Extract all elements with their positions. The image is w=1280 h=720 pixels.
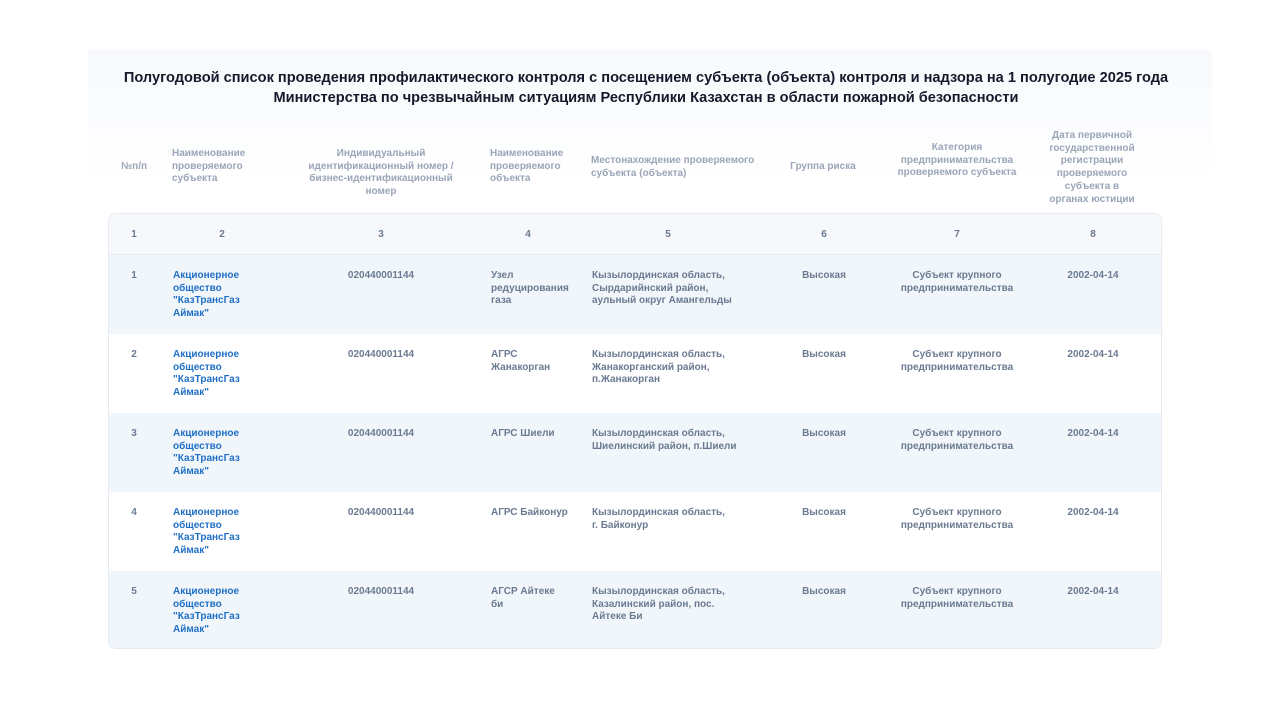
subject-name-link[interactable]: Акционерное общество "КазТрансГаз Аймак" (173, 586, 240, 636)
location-value: Кызылординская область, Жанакорганский район, п.Жанакорган (592, 349, 725, 386)
bin-value: 020440001144 (347, 428, 415, 439)
object-name: АГСР Айтеке би (491, 586, 555, 610)
subject-name-link[interactable]: Акционерное общество "КазТрансГаз Аймак" (173, 349, 240, 399)
risk-group-value: Высокая (802, 507, 846, 518)
risk-group-value: Высокая (802, 349, 846, 360)
registration-date-value: 2002-04-14 (1067, 270, 1119, 281)
business-category-value: Субъект крупного предпринимательства (900, 586, 1014, 610)
bin-value: 020440001144 (347, 586, 415, 597)
table-row (109, 334, 1161, 414)
bin-value: 020440001144 (347, 349, 415, 360)
location-value: Кызылординская область, Сырдарийнский район, аульный округ Амангельды (592, 270, 732, 307)
column-header-number: №п/п (121, 161, 148, 172)
page-title (88, 68, 1204, 108)
table-row (109, 492, 1161, 572)
page-title-line-2: Министерства по чрезвычайным ситуациям Республики Казахстан в области пожарной безопасности (273, 90, 1019, 106)
location-value: Кызылординская область, Казалинский район, пос. Айтеке Би (592, 586, 725, 623)
column-header-registration-date: Дата первичной государственной регистрации проверяемого субъекта в органах юстиции (1049, 130, 1135, 205)
bin-value: 020440001144 (347, 507, 415, 518)
subject-name-link[interactable]: Акционерное общество "КазТрансГаз Аймак" (173, 507, 240, 557)
registration-date-value: 2002-04-14 (1067, 507, 1119, 518)
registration-date-value: 2002-04-14 (1067, 586, 1119, 597)
subject-name-link[interactable]: Акционерное общество "КазТрансГаз Аймак" (173, 270, 240, 320)
business-category-value: Субъект крупного предпринимательства (900, 507, 1014, 531)
column-header-business-category: Категория предпринимательства проверяемого субъекта (897, 142, 1017, 179)
risk-group-value: Высокая (802, 586, 846, 597)
column-header-bin: Индивидуальный идентификационный номер / бизнес-идентификационный номер (308, 148, 454, 198)
column-number: 8 (1090, 229, 1096, 240)
business-category-value: Субъект крупного предпринимательства (900, 270, 1014, 294)
column-header-location: Местонахождение проверяемого субъекта (объекта) (591, 155, 755, 179)
risk-group-value: Высокая (802, 270, 846, 281)
row-number: 4 (131, 507, 137, 518)
column-number: 7 (954, 229, 960, 240)
column-number-row (109, 214, 1161, 255)
location-value: Кызылординская область, Шиелинский район, п.Шиели (592, 428, 737, 452)
table-row (109, 413, 1161, 493)
location-value: Кызылординская область, г. Байконур (592, 507, 725, 531)
table-row (109, 571, 1161, 649)
business-category-value: Субъект крупного предпринимательства (900, 428, 1014, 452)
row-number: 5 (131, 586, 137, 597)
column-number: 5 (665, 229, 671, 240)
page-title-line-1: Полугодовой список проведения профилактического контроля с посещением субъекта (объекта) контроля и надзора на 1 полугодие 2025 года (123, 70, 1169, 86)
business-category-value: Субъект крупного предпринимательства (900, 349, 1014, 373)
registration-date-value: 2002-04-14 (1067, 349, 1119, 360)
risk-group-value: Высокая (802, 428, 846, 439)
subject-name-link[interactable]: Акционерное общество "КазТрансГаз Аймак" (173, 428, 240, 478)
object-name: АГРС Шиели (491, 428, 555, 439)
column-header-subject-name: Наименование проверяемого субъекта (172, 148, 246, 185)
row-number: 3 (131, 428, 137, 439)
column-number: 4 (525, 229, 531, 240)
column-number: 1 (131, 229, 137, 240)
column-header-object-name: Наименование проверяемого объекта (490, 148, 564, 185)
row-number: 1 (131, 270, 137, 281)
registration-date-value: 2002-04-14 (1067, 428, 1119, 439)
column-number: 2 (219, 229, 225, 240)
column-number: 3 (378, 229, 384, 240)
object-name: Узел редуцирования газа (491, 270, 569, 307)
object-name: АГРС Байконур (491, 507, 568, 518)
bin-value: 020440001144 (347, 270, 415, 281)
row-number: 2 (131, 349, 137, 360)
inspection-table (108, 213, 1162, 649)
column-header-risk-group: Группа риска (790, 161, 856, 172)
column-number: 6 (821, 229, 827, 240)
object-name: АГРС Жанакорган (491, 349, 551, 373)
table-row (109, 255, 1161, 335)
